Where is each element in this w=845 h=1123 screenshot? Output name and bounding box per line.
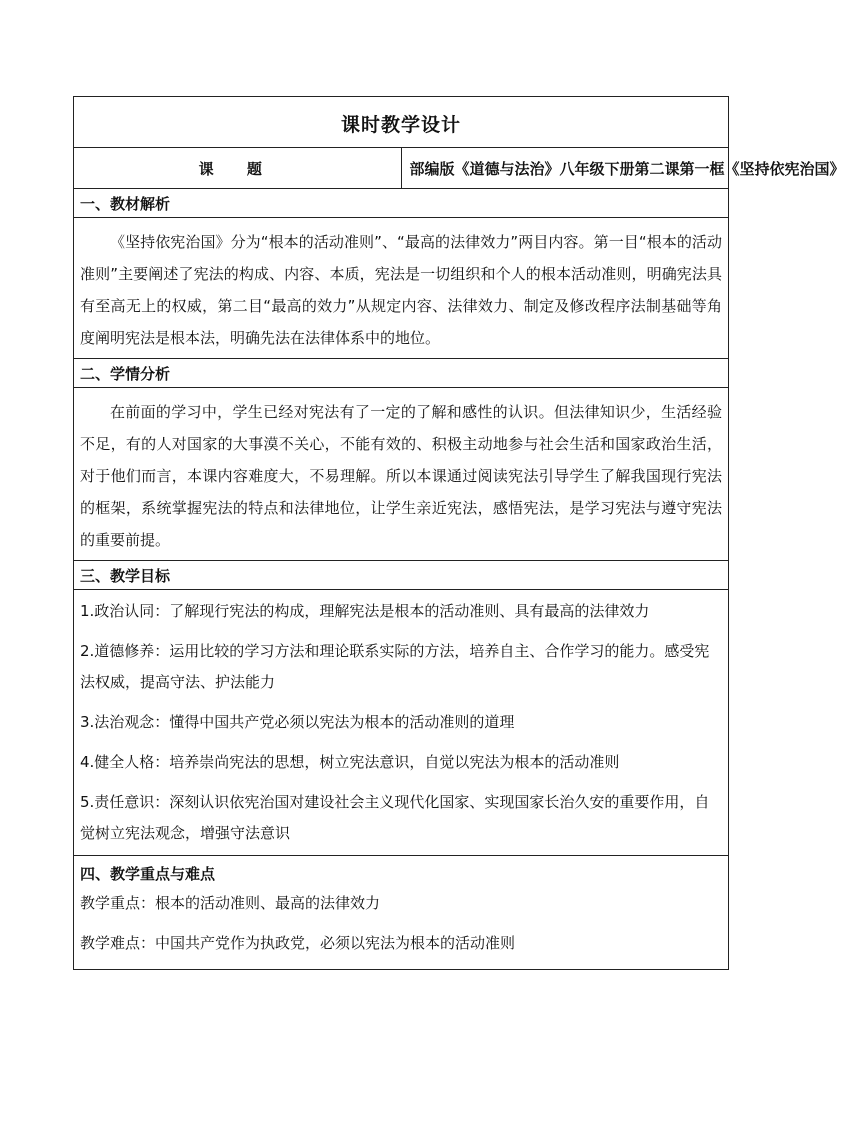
section-body-goals	[74, 590, 729, 856]
goal-item: 5.责任意识：深刻认识依宪治国对建设社会主义现代化国家、实现国家长治久安的重要作用，自觉树立宪法观念，增强守法意识	[80, 793, 710, 842]
section-body-material	[74, 218, 729, 359]
section-body-keys	[74, 856, 729, 970]
goal-item: 4.健全人格：培养崇尚宪法的思想，树立宪法意识，自觉以宪法为根本的活动准则	[80, 753, 620, 771]
goal-item: 2.道德修养：运用比较的学习方法和理论联系实际的方法，培养自主、合作学习的能力。感受宪法权威，提高守法、护法能力	[80, 642, 710, 691]
section-heading-students: 二、学情分析	[74, 359, 729, 388]
section-body-students	[74, 388, 729, 561]
lesson-design-table	[73, 96, 845, 970]
teaching-difficulty: 教学难点：中国共产党作为执政党，必须以宪法为根本的活动准则	[80, 934, 516, 952]
section-heading-goals: 三、教学目标	[74, 561, 729, 590]
title-cell	[74, 97, 729, 148]
goal-item: 3.法治观念：懂得中国共产党必须以宪法为根本的活动准则的道理	[80, 713, 515, 731]
topic-value: 部编版《道德与法治》八年级下册第二课第一框《坚持依宪治国》	[401, 148, 729, 189]
teaching-focus: 教学重点：根本的活动准则、最高的法律效力	[80, 894, 381, 912]
students-text: 在前面的学习中，学生已经对宪法有了一定的了解和感性的认识。但法律知识少，生活经验不足，有的人对国家的大事漠不关心，不能有效的、积极主动地参与社会生活和国家政治生活，对于他们而言，本课内容难度大，不易理解。所以本课通过阅读宪法引导学生了解我国现行宪法的框架，系统掌握宪法的特点和法律地位，让学生亲近宪法，感悟宪法，是学习宪法与遵守宪法的重要前提。	[80, 403, 722, 549]
section-heading-material: 一、教材解析	[74, 189, 729, 218]
material-text: 《坚持依宪治国》分为“根本的活动准则”、“最高的法律效力”两目内容。第一目“根本的活动准则”主要阐述了宪法的构成、内容、本质，宪法是一切组织和个人的根本活动准则，明确宪法具有至高无上的权威，第二目“最高的效力”从规定内容、法律效力、制定及修改程序法制基础等角度阐明宪法是根本法，明确先法在法律体系中的地位。	[80, 233, 722, 347]
page-title: 课时教学设计	[340, 113, 461, 136]
topic-label: 课 题	[74, 148, 402, 189]
goal-item: 1.政治认同：了解现行宪法的构成，理解宪法是根本的活动准则、具有最高的法律效力	[80, 602, 650, 620]
section-heading-keys: 四、教学重点与难点	[80, 865, 216, 883]
